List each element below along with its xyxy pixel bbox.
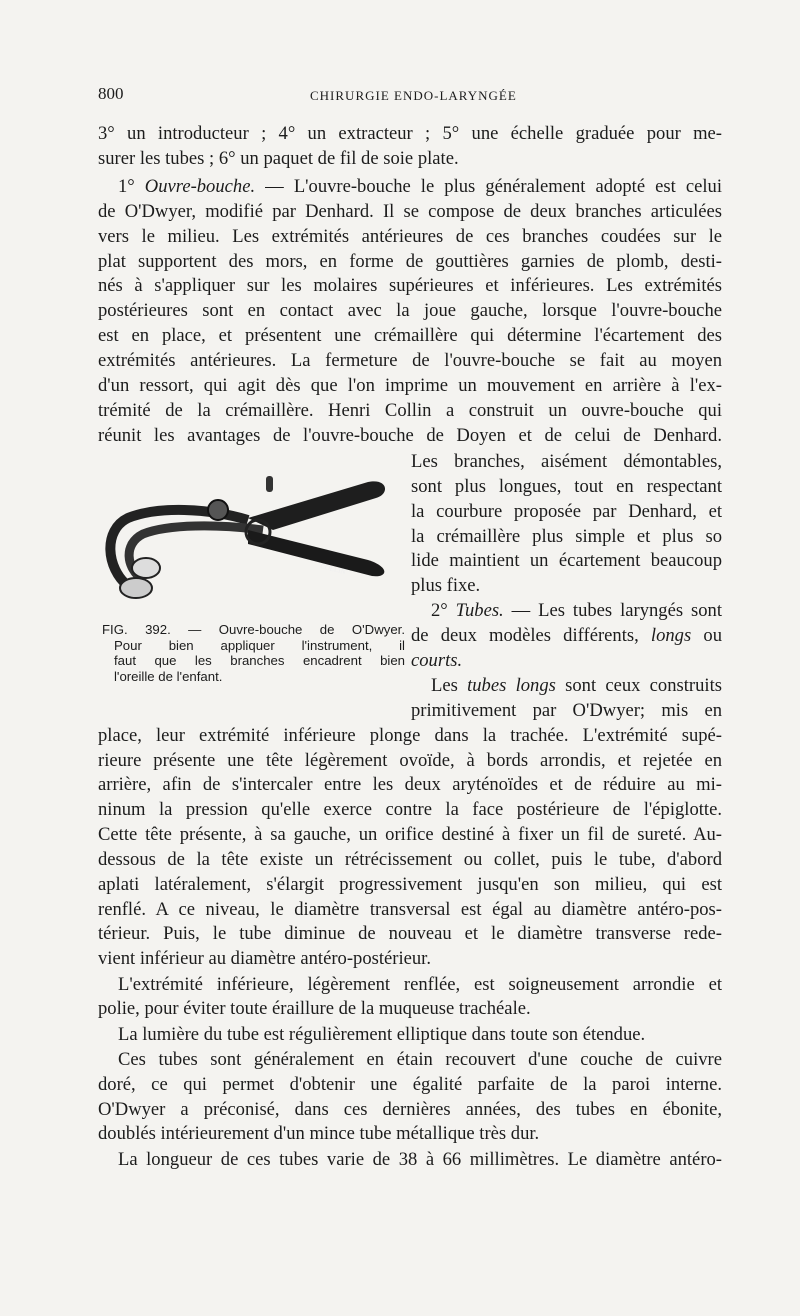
- text-segment: 2°: [431, 600, 456, 621]
- italic-text: Tubes.: [455, 600, 504, 621]
- text-line: [98, 798, 722, 822]
- text-segment: plus fixe.: [411, 575, 481, 596]
- text-line: [98, 1048, 722, 1072]
- text-line: [411, 475, 722, 499]
- text-line: [98, 1073, 722, 1097]
- text-segment: térieur. Puis, le tube diminue de nouveau et le diamètre transverse rede-: [98, 923, 722, 944]
- text-segment: 3° un introducteur ; 4° un extracteur ; 5° une échelle graduée pour me-: [98, 123, 722, 144]
- text-line: [98, 225, 722, 249]
- text-segment: doré, ce qui permet d'obtenir une égalité parfaite de la paroi interne.: [98, 1074, 722, 1095]
- text-segment: surer les tubes ; 6° un paquet de fil de soie plate.: [98, 148, 459, 169]
- text-line: [411, 574, 722, 598]
- italic-text: Ouvre-bouche.: [144, 176, 256, 197]
- text-segment: polie, pour éviter toute éraillure de la muqueuse trachéale.: [98, 998, 531, 1019]
- text-segment: postérieures sont en contact avec la joue gauche, lorsque l'ouvre-bouche: [98, 300, 722, 321]
- text-segment: aplati latéralement, s'élargit progressivement jusqu'en son milieu, qui est: [98, 874, 722, 895]
- text-segment: doublés intérieurement d'un mince tube métallique très dur.: [98, 1123, 540, 1144]
- text-segment: trémité de la crémaillère. Henri Collin a construit un ouvre-bouche qui: [98, 400, 722, 421]
- text-segment: vient inférieur au diamètre antéro-postérieur.: [98, 948, 431, 969]
- text-line: [98, 349, 722, 373]
- text-segment: la courbure proposée par Denhard, et: [411, 501, 722, 522]
- text-line: [98, 873, 722, 897]
- text-segment: d'un ressort, qui agit dès que l'on imprime un mouvement en arrière à l'ex-: [98, 375, 722, 396]
- text-line: [98, 749, 722, 773]
- text-segment: vers le milieu. Les extrémités antérieures de ces branches coudées sur le: [98, 226, 722, 247]
- text-line: [411, 624, 722, 648]
- text-line: [98, 947, 722, 971]
- italic-text: tubes longs: [467, 675, 556, 696]
- text-line: [98, 1023, 722, 1047]
- text-line: [411, 674, 722, 698]
- text-line: [98, 424, 722, 448]
- caption-line: l'oreille de l'enfant.: [114, 668, 223, 684]
- text-segment: 1°: [118, 176, 145, 197]
- text-line: [98, 1122, 722, 1146]
- text-segment: sont ceux construits: [555, 675, 722, 696]
- text-segment: rieure présente une tête légèrement ovoïde, à bords arrondis, et rejetée en: [98, 750, 722, 771]
- text-segment: renflé. A ce niveau, le diamètre transversal est égal au diamètre antéro-pos-: [98, 899, 722, 920]
- caption-line: Pour bien appliquer l'instrument, il: [114, 637, 405, 653]
- text-line: [98, 1148, 722, 1172]
- text-line: [411, 525, 722, 549]
- text-segment: extrémités antérieures. La fermeture de l'ouvre-bouche se fait au moyen: [98, 350, 722, 371]
- caption-line: FIG. 392. — Ouvre-bouche de O'Dwyer.: [102, 622, 405, 637]
- text-segment: dessous de la tête existe un rétrécissement ou collet, puis le tube, d'abord: [98, 849, 722, 870]
- text-segment: arrière, afin de s'intercaler entre les deux aryténoïdes et de réduire au mi-: [98, 774, 722, 795]
- text-line: [411, 500, 722, 524]
- text-line: [411, 549, 722, 573]
- text-line: [98, 200, 722, 224]
- text-line: [98, 274, 722, 298]
- text-segment: Les: [431, 675, 468, 696]
- text-segment: Cette tête présente, à sa gauche, un orifice destiné à fixer un fil de sureté. Au-: [98, 824, 722, 845]
- text-line: [98, 848, 722, 872]
- italic-text: courts.: [411, 650, 463, 671]
- text-line: [98, 922, 722, 946]
- text-segment: nés à s'appliquer sur les molaires supérieures et inférieures. Les extrémités: [98, 275, 722, 296]
- text-line: [411, 450, 722, 474]
- text-line: [98, 122, 722, 146]
- text-segment: Les branches, aisément démontables,: [411, 451, 722, 472]
- italic-text: longs: [650, 625, 692, 646]
- text-line: [98, 399, 722, 423]
- text-line: [98, 997, 722, 1021]
- text-segment: La longueur de ces tubes varie de 38 à 66 millimètres. Le diamètre antéro-: [118, 1149, 722, 1170]
- text-segment: ninum la pression qu'elle exerce contre la face postérieure de l'épiglotte.: [98, 799, 722, 820]
- text-segment: — Les tubes laryngés sont: [503, 600, 722, 621]
- text-segment: O'Dwyer a préconisé, dans ces dernières années, des tubes en ébonite,: [98, 1099, 722, 1120]
- text-segment: Ces tubes sont généralement en étain recouvert d'une couche de cuivre: [118, 1049, 722, 1070]
- text-segment: L'extrémité inférieure, légèrement renflée, est soigneusement arrondie et: [118, 974, 722, 995]
- caption-line: faut que les branches encadrent bien: [114, 653, 405, 668]
- text-line: [98, 724, 722, 748]
- text-line: [98, 773, 722, 797]
- text-segment: de deux modèles différents,: [411, 625, 651, 646]
- text-segment: sont plus longues, tout en respectant: [411, 476, 722, 497]
- text-line: [98, 823, 722, 847]
- text-line: [411, 599, 722, 623]
- text-segment: de O'Dwyer, modifié par Denhard. Il se compose de deux branches articulées: [98, 201, 722, 222]
- text-line: [98, 1098, 722, 1122]
- text-segment: place, leur extrémité inférieure plonge dans la trachée. L'extrémité supé-: [98, 725, 722, 746]
- maker-mark: COLLIN: [319, 562, 347, 577]
- text-line: [98, 147, 722, 171]
- text-line: [98, 299, 722, 323]
- text-segment: ou: [691, 625, 722, 646]
- figure-caption: [102, 622, 405, 684]
- mouth-gag-illustration: [98, 468, 398, 618]
- text-segment: la crémaillère plus simple et plus so: [411, 526, 722, 547]
- text-line: [98, 374, 722, 398]
- text-line: [98, 898, 722, 922]
- text-line: [411, 699, 722, 723]
- text-segment: lide maintient un écartement beaucoup: [411, 550, 722, 571]
- text-line: [98, 250, 722, 274]
- text-line: [98, 973, 722, 997]
- running-head: CHIRURGIE ENDO-LARYNGÉE: [310, 88, 517, 103]
- text-line: [98, 324, 722, 348]
- text-segment: réunit les avantages de l'ouvre-bouche de Doyen et de celui de Denhard.: [98, 425, 722, 446]
- text-line: [411, 649, 722, 673]
- text-segment: est en place, et présentent une crémaillère qui détermine l'écartement des: [98, 325, 722, 346]
- text-segment: plat supportent des mors, en forme de gouttières garnies de plomb, desti-: [98, 251, 722, 272]
- text-segment: La lumière du tube est régulièrement elliptique dans toute son étendue.: [118, 1024, 646, 1045]
- text-segment: primitivement par O'Dwyer; mis en: [411, 700, 722, 721]
- page-number: 800: [98, 84, 124, 103]
- text-line: [98, 175, 722, 199]
- text-segment: — L'ouvre-bouche le plus généralement adopté est celui: [255, 176, 722, 197]
